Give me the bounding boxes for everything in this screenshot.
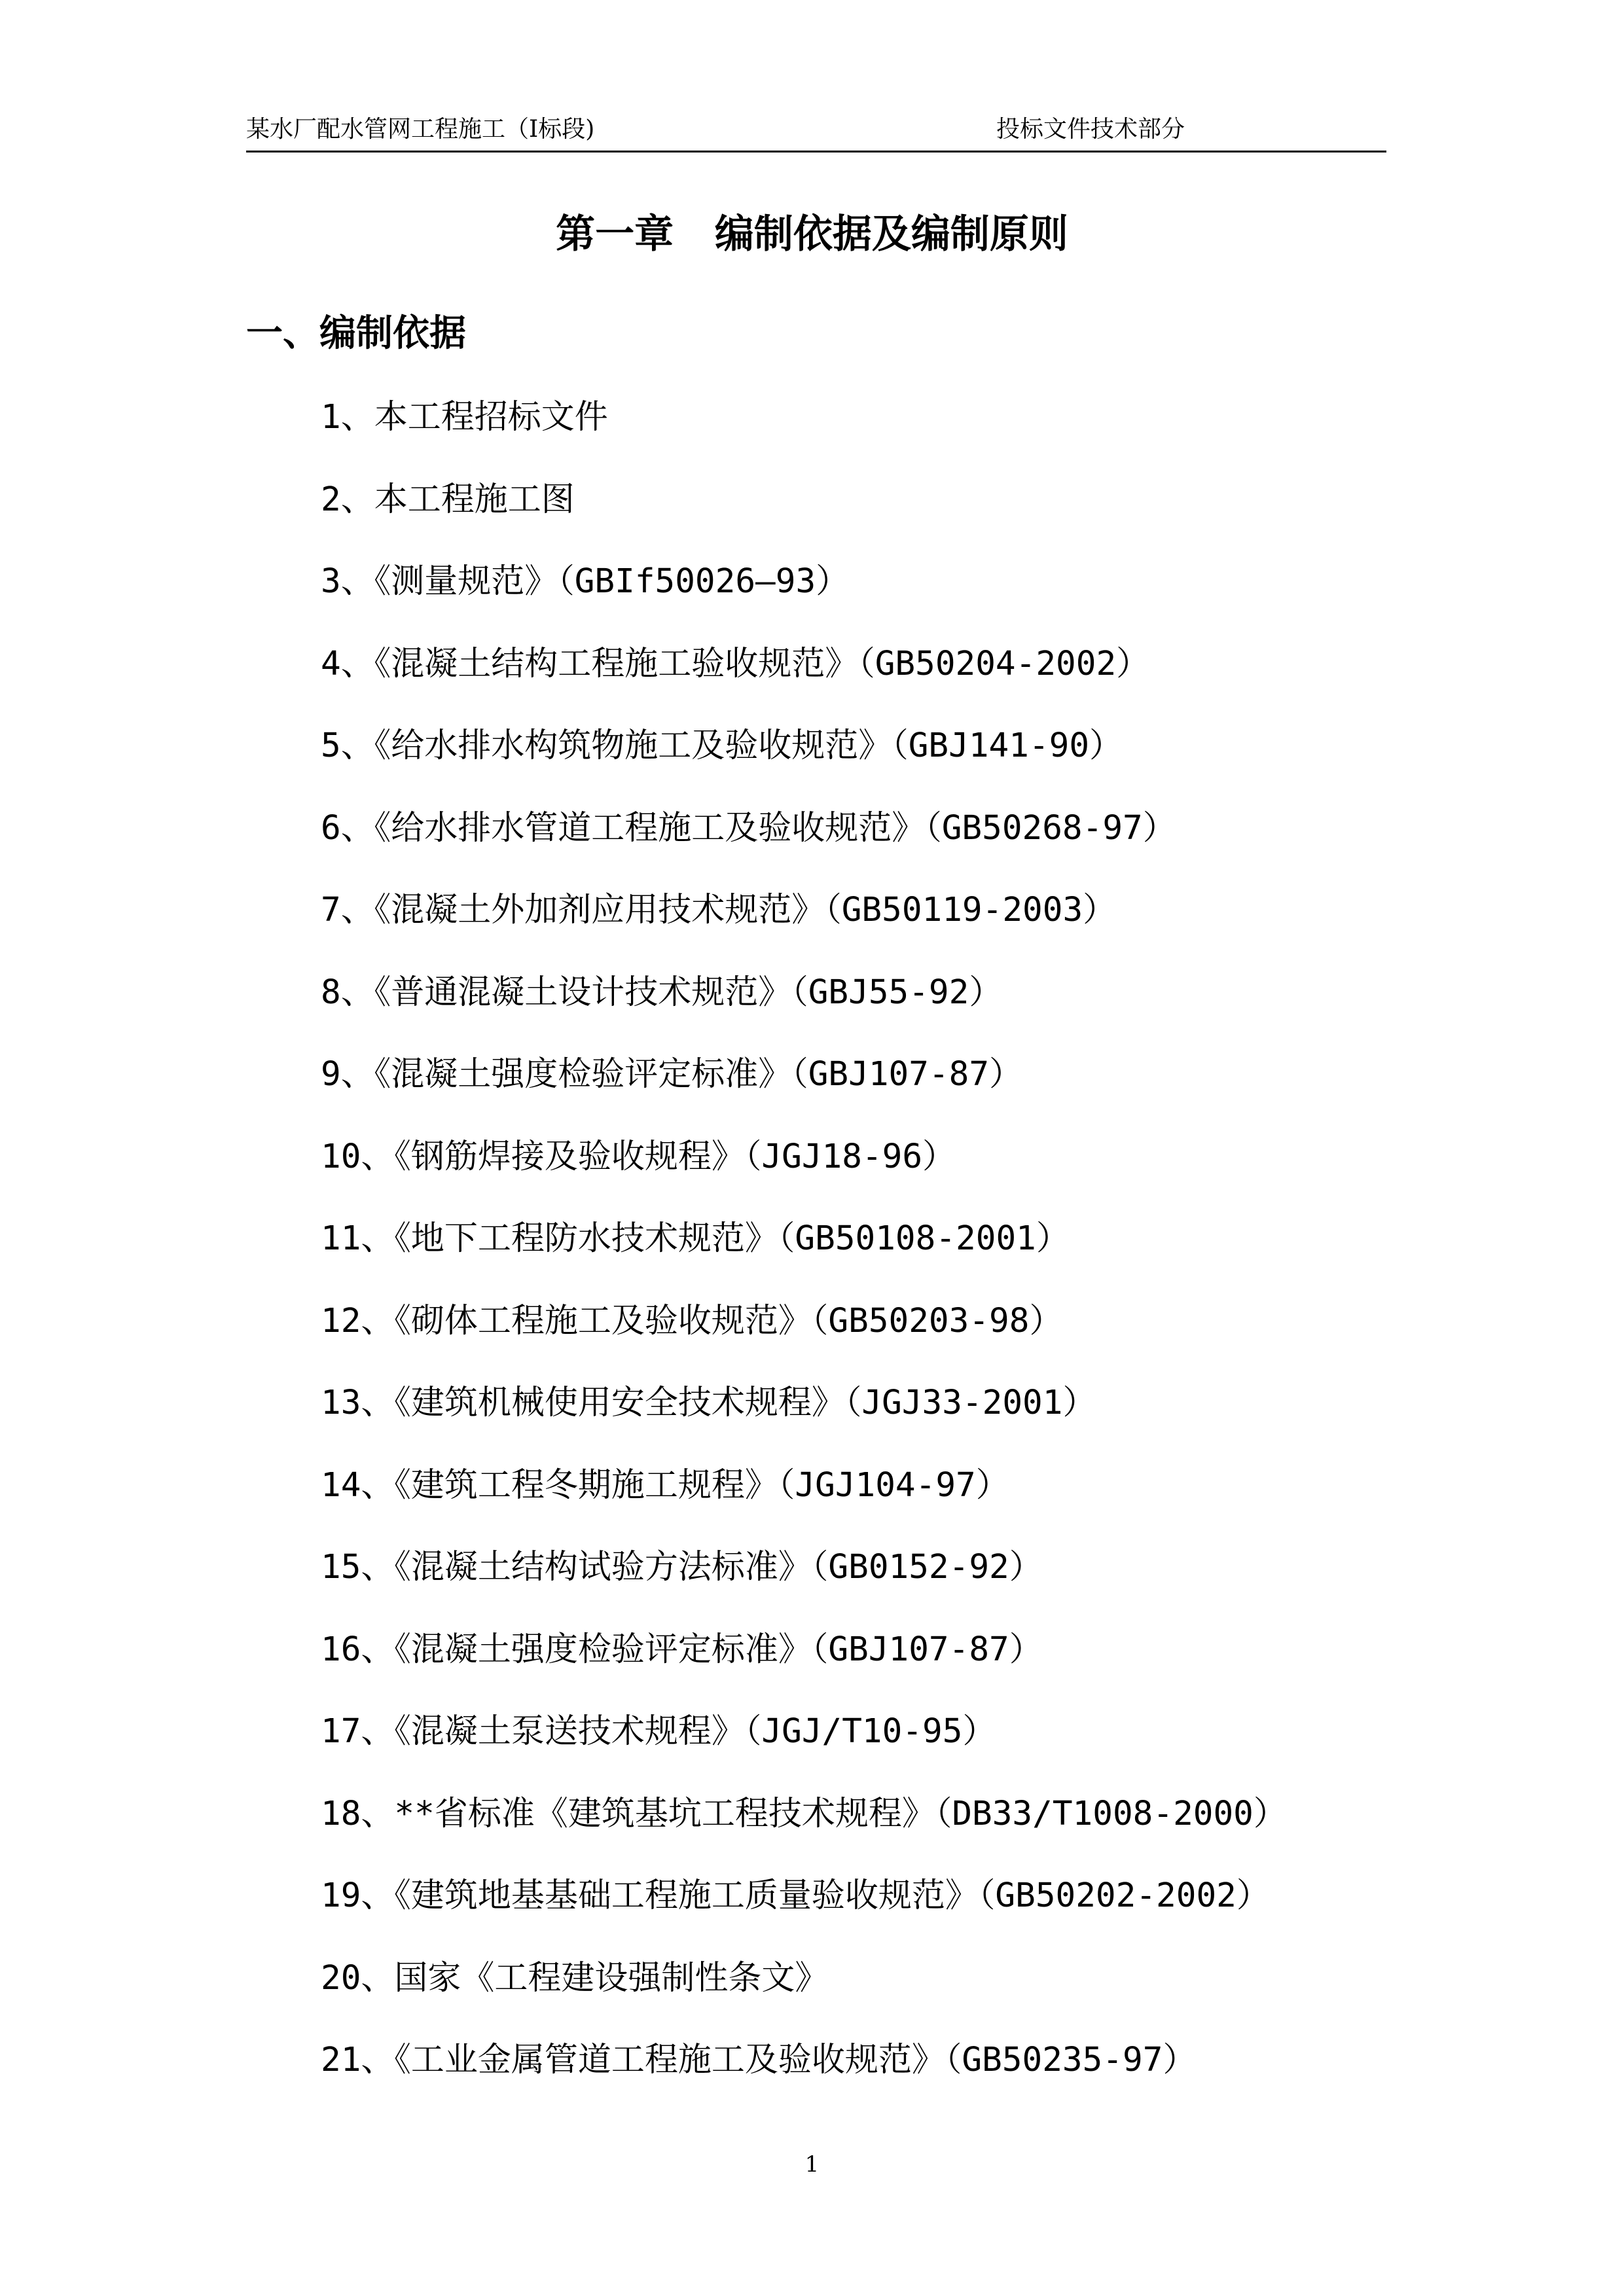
reference-item: 4、《混凝土结构工程施工验收规范》（GB50204-2002） bbox=[321, 644, 1150, 683]
reference-item: 20、国家《工程建设强制性条文》 bbox=[321, 1958, 829, 1998]
reference-item: 7、《混凝土外加剂应用技术规范》（GB50119-2003） bbox=[321, 891, 1117, 929]
reference-item: 1、本工程招标文件 bbox=[321, 398, 608, 437]
reference-item: 9、《混凝土强度检验评定标准》（GBJ107-87） bbox=[321, 1055, 1023, 1094]
header-project-title: 某水厂配水管网工程施工（Ⅰ标段) bbox=[246, 116, 595, 143]
reference-item: 3、《测量规范》（GBIf50026—93） bbox=[321, 562, 850, 601]
reference-item: 13、《建筑机械使用安全技术规程》（JGJ33-2001） bbox=[321, 1384, 1096, 1422]
reference-item: 2、本工程施工图 bbox=[321, 480, 575, 519]
reference-item: 5、《给水排水构筑物施工及验收规范》（GBJ141-90） bbox=[321, 726, 1123, 765]
chapter-title: 第一章 编制依据及编制原则 bbox=[556, 211, 1068, 257]
reference-item: 18、**省标准《建筑基坑工程技术规程》（DB33/T1008-2000） bbox=[321, 1794, 1287, 1833]
reference-item: 12、《砌体工程施工及验收规范》（GB50203-98） bbox=[321, 1301, 1063, 1340]
reference-item: 16、《混凝土强度检验评定标准》（GBJ107-87） bbox=[321, 1630, 1043, 1669]
reference-list bbox=[321, 391, 1287, 2117]
reference-item: 8、《普通混凝土设计技术规范》（GBJ55-92） bbox=[321, 973, 1003, 1012]
reference-item: 17、《混凝土泵送技术规程》（JGJ/T10-95） bbox=[321, 1712, 996, 1751]
reference-item: 19、《建筑地基基础工程施工质量验收规范》（GB50202-2002） bbox=[321, 1876, 1270, 1915]
reference-item: 11、《地下工程防水技术规范》（GB50108-2001） bbox=[321, 1219, 1070, 1258]
section-heading: 一、编制依据 bbox=[246, 312, 466, 355]
reference-item: 14、《建筑工程冬期施工规程》（JGJ104-97） bbox=[321, 1465, 1009, 1505]
reference-item: 15、《混凝土结构试验方法标准》（GB0152-92） bbox=[321, 1548, 1043, 1587]
reference-item: 21、《工业金属管道工程施工及验收规范》（GB50235-97） bbox=[321, 2041, 1197, 2079]
reference-item: 6、《给水排水管道工程施工及验收规范》（GB50268-97） bbox=[321, 808, 1176, 848]
reference-item: 10、《钢筋焊接及验收规程》（JGJ18-96） bbox=[321, 1137, 956, 1176]
page-number: 1 bbox=[804, 2151, 820, 2178]
page-header bbox=[246, 110, 1386, 152]
header-document-section: 投标文件技术部分 bbox=[996, 116, 1185, 143]
